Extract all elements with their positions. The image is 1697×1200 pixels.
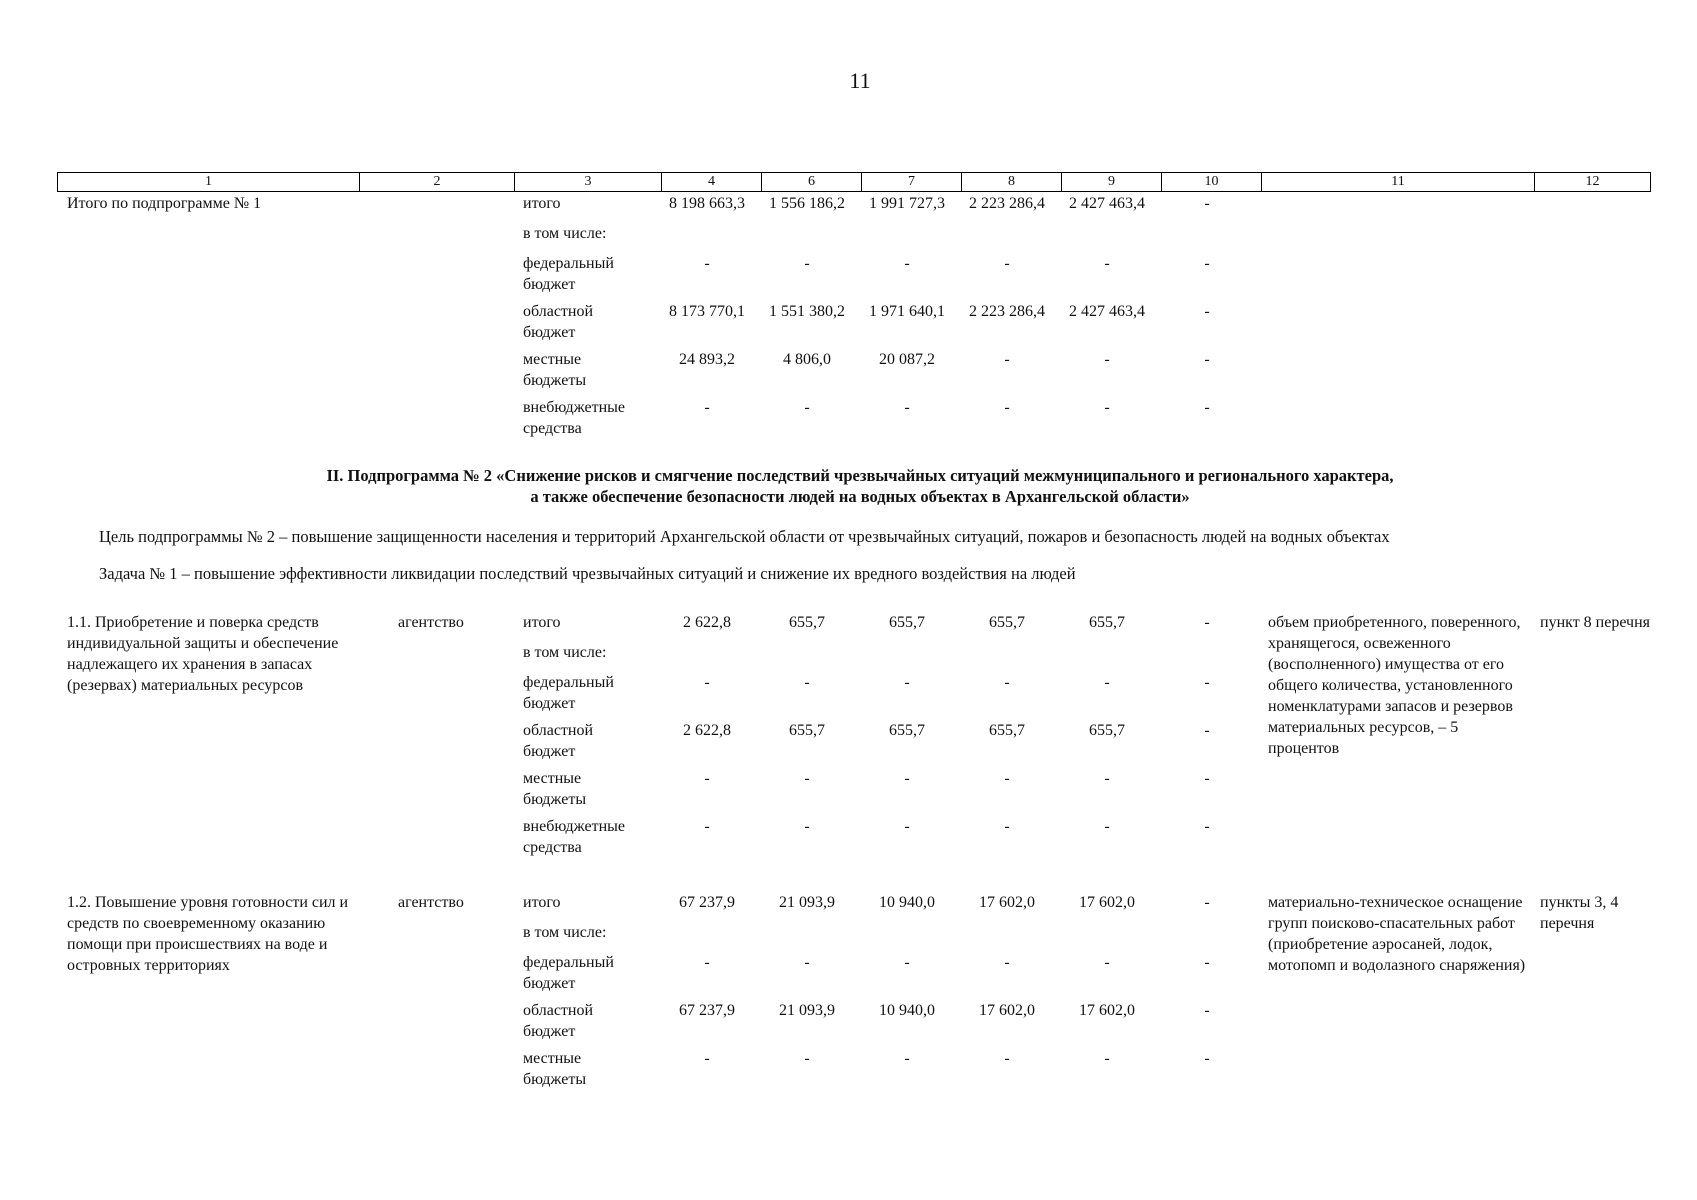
- funding-value: -: [1204, 303, 1210, 320]
- funding-value: 2 223 286,4: [969, 195, 1045, 212]
- page-number: 11: [849, 68, 871, 93]
- funding-source: областной бюджет: [523, 722, 594, 760]
- subprogram-goal: Цель подпрограммы № 2 – повышение защищенности населения и территорий Архангельской области от чрезвычайных ситуаций, пожаров и безопасность людей на водных объектах: [99, 527, 1390, 546]
- funding-value: -: [804, 674, 810, 691]
- funding-source: федеральный бюджет: [523, 954, 614, 992]
- funding-value: 17 602,0: [979, 1002, 1035, 1019]
- funding-value: 21 093,9: [779, 1002, 835, 1019]
- funding-value: 17 602,0: [1079, 894, 1135, 911]
- funding-value: 655,7: [1089, 614, 1125, 631]
- funding-value: -: [1204, 1002, 1210, 1019]
- funding-value: -: [1004, 351, 1010, 368]
- funding-value: -: [1204, 399, 1210, 416]
- funding-source: местные бюджеты: [523, 351, 587, 389]
- column-header: 11: [1262, 173, 1535, 192]
- subprogram-2-title-line: а также обеспечение безопасности людей на водных объектах в Архангельской области»: [530, 487, 1190, 506]
- funding-value: 8 198 663,3: [669, 195, 745, 212]
- funding-value: 655,7: [889, 614, 925, 631]
- funding-value: 67 237,9: [679, 894, 735, 911]
- funding-value: 655,7: [789, 722, 825, 739]
- funding-value: 1 971 640,1: [869, 303, 945, 320]
- column-header: 3: [515, 173, 662, 192]
- funding-source: местные бюджеты: [523, 770, 587, 808]
- funding-value: -: [1204, 195, 1210, 212]
- funding-value: 2 622,8: [683, 614, 731, 631]
- funding-value: -: [1204, 770, 1210, 787]
- subprogram-task: Задача № 1 – повышение эффективности ликвидации последствий чрезвычайных ситуаций и снижение их вредного воздействия на людей: [99, 564, 1076, 583]
- funding-value: -: [1204, 894, 1210, 911]
- funding-source: итого: [523, 195, 561, 212]
- funding-value: -: [1204, 722, 1210, 739]
- funding-value: -: [1104, 770, 1110, 787]
- funding-value: 17 602,0: [979, 894, 1035, 911]
- measure-indicator: объем приобретенного, поверенного, хранящегося, освеженного (восполненного) имущества от его общего количества, установленного номенклатурами запасов и резервов материальных ресурсов, – 5 процентов: [1268, 614, 1521, 757]
- column-header: 1: [58, 173, 360, 192]
- funding-source: итого: [523, 614, 561, 631]
- funding-source: в том числе:: [523, 225, 607, 242]
- funding-value: 1 551 380,2: [769, 303, 845, 320]
- funding-value: -: [1104, 399, 1110, 416]
- funding-source: федеральный бюджет: [523, 674, 614, 712]
- funding-value: 655,7: [989, 722, 1025, 739]
- column-header: 12: [1535, 173, 1651, 192]
- funding-value: -: [1004, 255, 1010, 272]
- funding-value: -: [804, 255, 810, 272]
- funding-value: 655,7: [789, 614, 825, 631]
- funding-value: -: [704, 1050, 710, 1067]
- funding-value: -: [804, 954, 810, 971]
- funding-value: -: [704, 954, 710, 971]
- funding-value: -: [1204, 674, 1210, 691]
- funding-value: -: [904, 770, 910, 787]
- funding-value: 24 893,2: [679, 351, 735, 368]
- column-header-row: [58, 173, 1651, 192]
- funding-value: 2 427 463,4: [1069, 195, 1145, 212]
- funding-value: -: [904, 1050, 910, 1067]
- funding-value: -: [1104, 818, 1110, 835]
- measure-name: 1.2. Повышение уровня готовности сил и средств по своевременному оказанию помощи при происшествиях на воде и островных территориях: [67, 894, 349, 974]
- funding-value: 1 556 186,2: [769, 195, 845, 212]
- funding-value: -: [1004, 674, 1010, 691]
- column-header: 4: [662, 173, 762, 192]
- column-header-table: [57, 172, 1651, 192]
- funding-value: 655,7: [989, 614, 1025, 631]
- column-header: 7: [862, 173, 962, 192]
- funding-value: -: [1004, 954, 1010, 971]
- measure-reference: пункт 8 перечня: [1540, 614, 1651, 631]
- measure-reference: пункты 3, 4 перечня: [1540, 894, 1619, 932]
- subprogram-2-title: [60, 465, 1660, 507]
- subprogram-2-title-line: II. Подпрограмма № 2 «Снижение рисков и смягчение последствий чрезвычайных ситуаций межмуниципального и регионального характера,: [326, 466, 1394, 485]
- funding-value: 10 940,0: [879, 1002, 935, 1019]
- funding-value: -: [1104, 1050, 1110, 1067]
- column-header: 2: [360, 173, 515, 192]
- funding-value: -: [1204, 351, 1210, 368]
- measure-indicator: материально-техническое оснащение групп поисково-спасательных работ (приобретение аэросаней, лодок, мотопомп и водолазного снаряжения): [1268, 894, 1526, 974]
- funding-source: федеральный бюджет: [523, 255, 614, 293]
- funding-value: 655,7: [889, 722, 925, 739]
- funding-value: -: [804, 399, 810, 416]
- funding-value: -: [904, 674, 910, 691]
- funding-value: -: [904, 399, 910, 416]
- funding-source: местные бюджеты: [523, 1050, 587, 1088]
- funding-value: 2 622,8: [683, 722, 731, 739]
- funding-value: -: [1004, 399, 1010, 416]
- funding-value: 21 093,9: [779, 894, 835, 911]
- column-header: 8: [962, 173, 1062, 192]
- funding-value: -: [704, 818, 710, 835]
- funding-source: в том числе:: [523, 644, 607, 661]
- funding-value: -: [904, 954, 910, 971]
- funding-value: -: [804, 1050, 810, 1067]
- funding-value: 10 940,0: [879, 894, 935, 911]
- funding-value: -: [1004, 770, 1010, 787]
- column-header: 6: [762, 173, 862, 192]
- funding-source: итого: [523, 894, 561, 911]
- funding-value: 17 602,0: [1079, 1002, 1135, 1019]
- total-label: Итого по подпрограмме № 1: [67, 195, 262, 212]
- funding-value: -: [804, 770, 810, 787]
- funding-source: внебюджетные средства: [523, 399, 625, 437]
- funding-value: -: [904, 255, 910, 272]
- funding-source: в том числе:: [523, 924, 607, 941]
- funding-value: 8 173 770,1: [669, 303, 745, 320]
- funding-value: 655,7: [1089, 722, 1125, 739]
- funding-value: -: [1204, 818, 1210, 835]
- funding-value: 67 237,9: [679, 1002, 735, 1019]
- funding-value: -: [1104, 674, 1110, 691]
- funding-value: -: [1104, 954, 1110, 971]
- funding-value: 4 806,0: [783, 351, 831, 368]
- funding-value: -: [1204, 614, 1210, 631]
- funding-source: областной бюджет: [523, 1002, 594, 1040]
- funding-value: -: [1104, 255, 1110, 272]
- funding-value: -: [904, 818, 910, 835]
- funding-value: -: [804, 818, 810, 835]
- measure-executor: агентство: [398, 894, 464, 911]
- funding-value: -: [1204, 954, 1210, 971]
- funding-value: 2 223 286,4: [969, 303, 1045, 320]
- funding-value: 1 991 727,3: [869, 195, 945, 212]
- measure-executor: агентство: [398, 614, 464, 631]
- funding-value: -: [1104, 351, 1110, 368]
- funding-value: -: [704, 770, 710, 787]
- funding-value: -: [1204, 1050, 1210, 1067]
- column-header: 10: [1162, 173, 1262, 192]
- funding-value: -: [1204, 255, 1210, 272]
- funding-value: 2 427 463,4: [1069, 303, 1145, 320]
- funding-value: -: [704, 674, 710, 691]
- column-header: 9: [1062, 173, 1162, 192]
- funding-value: -: [1004, 818, 1010, 835]
- funding-value: -: [704, 399, 710, 416]
- funding-source: внебюджетные средства: [523, 818, 625, 856]
- funding-source: областной бюджет: [523, 303, 594, 341]
- funding-value: -: [704, 255, 710, 272]
- funding-value: 20 087,2: [879, 351, 935, 368]
- funding-value: -: [1004, 1050, 1010, 1067]
- measure-name: 1.1. Приобретение и поверка средств индивидуальной защиты и обеспечение надлежащего их хранения в запасах (резервах) материальных ресурсов: [67, 614, 339, 694]
